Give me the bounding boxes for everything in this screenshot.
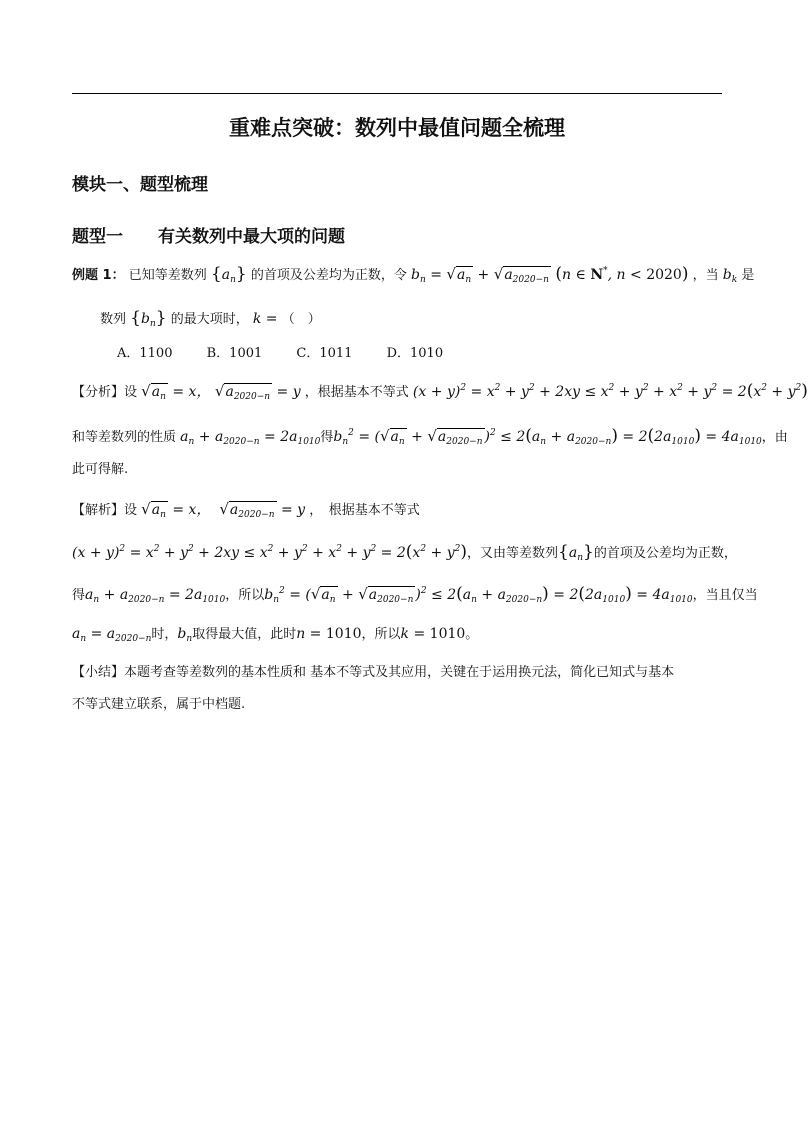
option-b: B．1001 (206, 346, 263, 361)
analysis-line-3: 此可得解. (72, 462, 129, 477)
math-eq-cond: $a_n = a_{2020-n}$ (72, 626, 152, 644)
math-k-val: k = 1010 (400, 626, 466, 642)
math-prop-2: $a_n + a_{2020-n} = 2a_{1010}$ (85, 587, 226, 605)
analysis-text-5: ，由 (761, 430, 788, 445)
page-title: 重难点突破：数列中最值问题全梳理 (229, 116, 565, 140)
math-k-eq: k = (252, 311, 278, 327)
solution-label: 【解析】 (72, 503, 125, 518)
analysis-line-2 (72, 426, 788, 448)
solution-text-11: 。 (465, 627, 479, 642)
math-n-val: n = 1010 (296, 626, 362, 642)
analysis-text-2: ，根据基本不等式 (304, 385, 409, 400)
solution-text-2: ， 根据基本不等式 (309, 503, 420, 518)
example-text-6: 的最大项时， (170, 312, 249, 327)
answer-options (117, 346, 473, 362)
math-bk: $b_k$ (722, 267, 738, 285)
solution-text-6: ，所以 (225, 588, 265, 603)
example-text-5: 数列 (100, 312, 127, 327)
summary-line-2: 不等式建立联系，属于中档题. (72, 697, 246, 712)
analysis-text-3: 和等差数列的性质 (72, 430, 177, 445)
solution-text-5: 得 (72, 588, 86, 603)
option-c: C．1011 (296, 346, 353, 361)
solution-text-7: ，当且仅当 (692, 588, 758, 603)
solution-text-1: 设 (124, 503, 138, 518)
math-subst: $√a_n = x$， $√a_{2020-n} = y$ (141, 382, 301, 402)
example-text-4: 是 (741, 268, 755, 283)
analysis-text-4: 得 (320, 430, 334, 445)
math-seq-an-2: $\{a_n\}$ (558, 542, 594, 563)
example-line-2 (100, 308, 321, 330)
math-seq-bn: $\{b_n\}$ (130, 308, 167, 329)
math-prop: $a_n + a_{2020-n} = 2a_{1010}$ (180, 429, 321, 447)
option-a: A．1100 (117, 346, 173, 361)
math-seq-an: $\{a_n\}$ (210, 264, 247, 285)
summary-label: 【小结】 (72, 665, 125, 680)
math-bn2: $b_n^2 = (√a_n + √a_{2020-n}$ )$^2 \le 2(a_n + a_{2020-n}) = 2(2a_{1010}) = 4a_{1010}$ (333, 426, 762, 447)
math-bn2-2: $b_n^2 = (√a_n + √a_{2020-n}$ )$^2 \le 2(a_n + a_{2020-n}) = 2(2a_{1010}) = 4a_{1010}$ (264, 584, 693, 605)
math-ineq-2: $(x + y)^2 = x^2 + y^2 + 2xy \le x^2 + y^2 + x^2 + y^2 = 2(x^2 + y^2)$ (72, 542, 467, 562)
summary-text-1: 本题考查等差数列的基本性质和 基本不等式及其应用，关键在于运用换元法，简化已知式与基本 (124, 665, 675, 680)
example-text-3: ，当 (692, 268, 719, 283)
summary-line-1 (72, 665, 674, 681)
analysis-line-1 (72, 381, 808, 403)
solution-line-3 (72, 584, 758, 606)
solution-text-8: 时， (151, 627, 178, 642)
math-subst-2: $√a_n = x$， $√a_{2020-n} = y$ (141, 500, 306, 520)
module-heading: 模块一、题型梳理 (72, 175, 208, 195)
example-line-1 (72, 264, 754, 286)
math-ineq: $(x + y)^2 = x^2 + y^2 + 2xy \le x^2 + y^2 + x^2 + y^2 = 2(x^2 + y^2)$ (412, 381, 808, 401)
example-text-1: 已知等差数列 (128, 268, 207, 283)
solution-line-2 (72, 542, 737, 564)
example-text-2: 的首项及公差均为正数，令 (250, 268, 407, 283)
example-label: 例题 1： (72, 268, 125, 283)
solution-text-10: ，所以 (361, 627, 401, 642)
header-rule (72, 93, 722, 94)
solution-text-3: ，又由等差数列 (467, 546, 559, 561)
type-label: 题型一 (72, 227, 123, 247)
option-d: D．1010 (386, 346, 444, 361)
math-bn-def: $b_n = √a_n + √a_{2020-n}$ (n ∈ N*, n < 2020) (410, 264, 689, 285)
solution-line-1 (72, 500, 420, 521)
example-text-7: （ ） (281, 312, 321, 327)
math-bn: $b_n$ (177, 626, 193, 644)
solution-text-9: 取得最大值，此时 (192, 627, 297, 642)
analysis-label: 【分析】 (72, 385, 125, 400)
analysis-text-1: 设 (124, 385, 138, 400)
type-heading: 有关数列中最大项的问题 (158, 227, 345, 247)
solution-text-4: 的首项及公差均为正数， (593, 546, 737, 561)
solution-line-4 (72, 626, 478, 645)
